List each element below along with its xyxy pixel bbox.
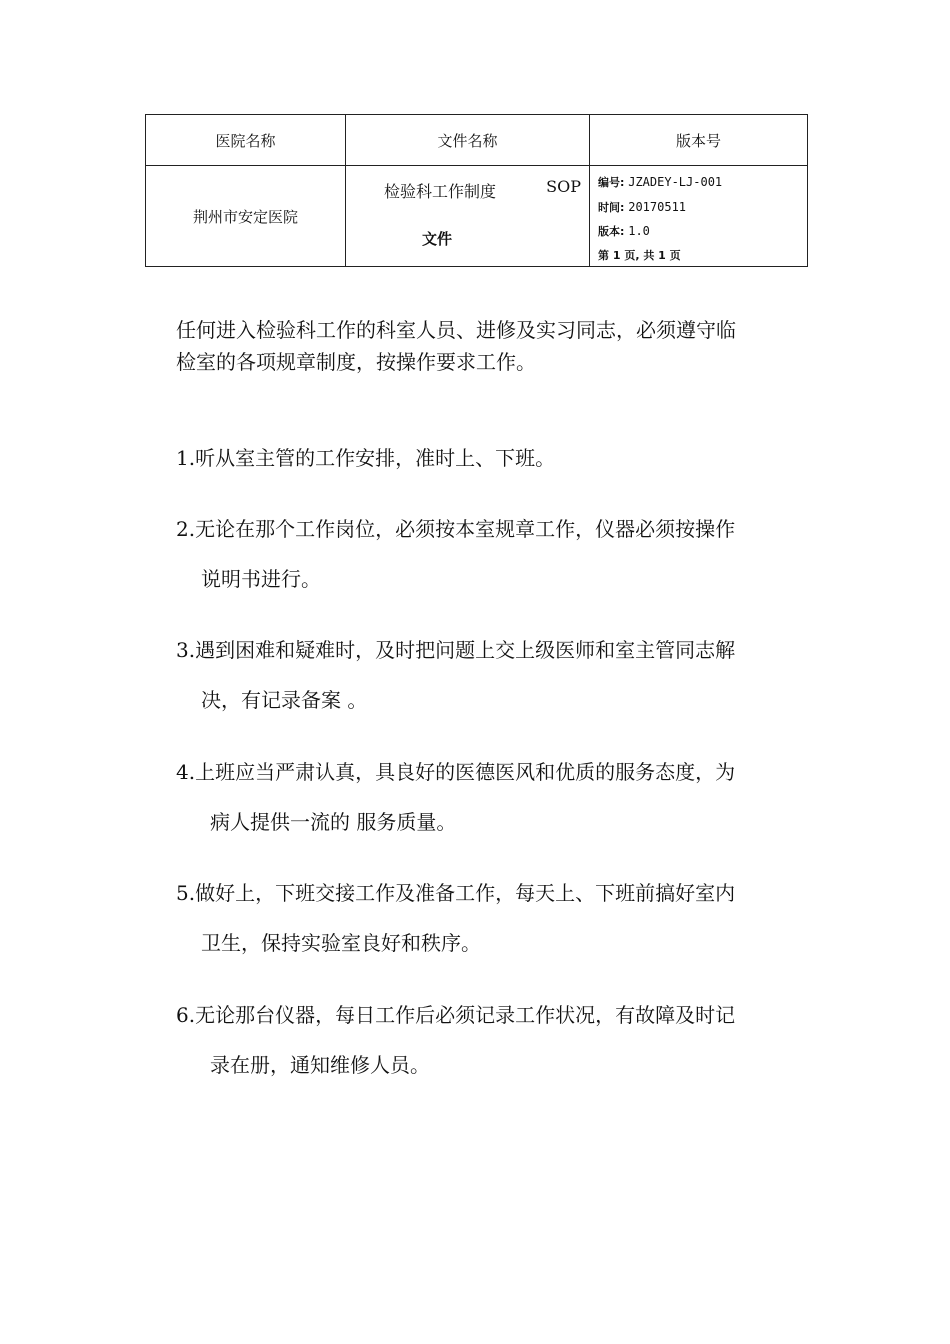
- rule-6-line-1: 6.无论那台仪器，每日工作后必须记录工作状况，有故障及时记: [176, 1003, 736, 1027]
- version-code-value: JZADEY-LJ-001: [628, 175, 723, 189]
- version-number-value: 1.0: [628, 224, 650, 238]
- version-page-line: [598, 247, 681, 263]
- rule-item-3: [176, 635, 816, 715]
- header-version-label: 版本号: [590, 115, 808, 166]
- intro-paragraph: [176, 314, 816, 378]
- version-number-label: 版本:: [598, 225, 625, 238]
- rule-6-line-2: 录在册，通知维修人员。: [210, 1053, 430, 1077]
- intro-line-1: 任何进入检验科工作的科室人员、进修及实习同志，必须遵守临: [176, 318, 736, 342]
- version-code-line: [598, 174, 722, 190]
- file-name-sop: SOP: [546, 177, 581, 196]
- rule-item-1: [176, 443, 816, 473]
- rule-5-line-1: 5.做好上，下班交接工作及准备工作，每天上、下班前搞好室内: [176, 881, 736, 905]
- file-name: 检验科工作制度: [384, 182, 497, 201]
- rule-2-line-1: 2.无论在那个工作岗位，必须按本室规章工作，仪器必须按操作: [176, 517, 736, 541]
- version-number-line: [598, 223, 650, 239]
- rule-5-line-2: 卫生，保持实验室良好和秩序。: [201, 931, 481, 955]
- file-name-cell: [346, 166, 590, 267]
- rule-item-5: [176, 878, 816, 958]
- hospital-name: 荆州市安定医院: [146, 166, 346, 267]
- intro-line-2: 检室的各项规章制度，按操作要求工作。: [176, 350, 536, 374]
- version-date-label: 时间:: [598, 201, 625, 214]
- rule-item-6: [176, 1000, 816, 1080]
- header-hospital-label: 医院名称: [146, 115, 346, 166]
- header-file-label: 文件名称: [346, 115, 590, 166]
- version-page-text: 第 1 页, 共 1 页: [598, 249, 681, 262]
- rule-3-line-1: 3.遇到困难和疑难时，及时把问题上交上级医师和室主管同志解: [176, 638, 736, 662]
- rule-1-line-1: 1.听从室主管的工作安排，准时上、下班。: [176, 446, 556, 470]
- rule-item-2: [176, 514, 816, 594]
- rule-2-line-2: 说明书进行。: [201, 567, 321, 591]
- rule-3-line-2: 决，有记录备案 。: [201, 688, 368, 712]
- rule-4-line-2: 病人提供一流的 服务质量。: [210, 810, 457, 834]
- document-header-table: [145, 114, 808, 267]
- version-code-label: 编号:: [598, 176, 625, 189]
- rule-4-line-1: 4.上班应当严肃认真，具良好的医德医风和优质的服务态度，为: [176, 760, 736, 784]
- version-info-cell: [590, 166, 808, 267]
- rule-item-4: [176, 757, 816, 837]
- file-name-suffix: 文件: [422, 230, 453, 248]
- version-date-value: 20170511: [628, 200, 687, 214]
- version-date-line: [598, 199, 686, 215]
